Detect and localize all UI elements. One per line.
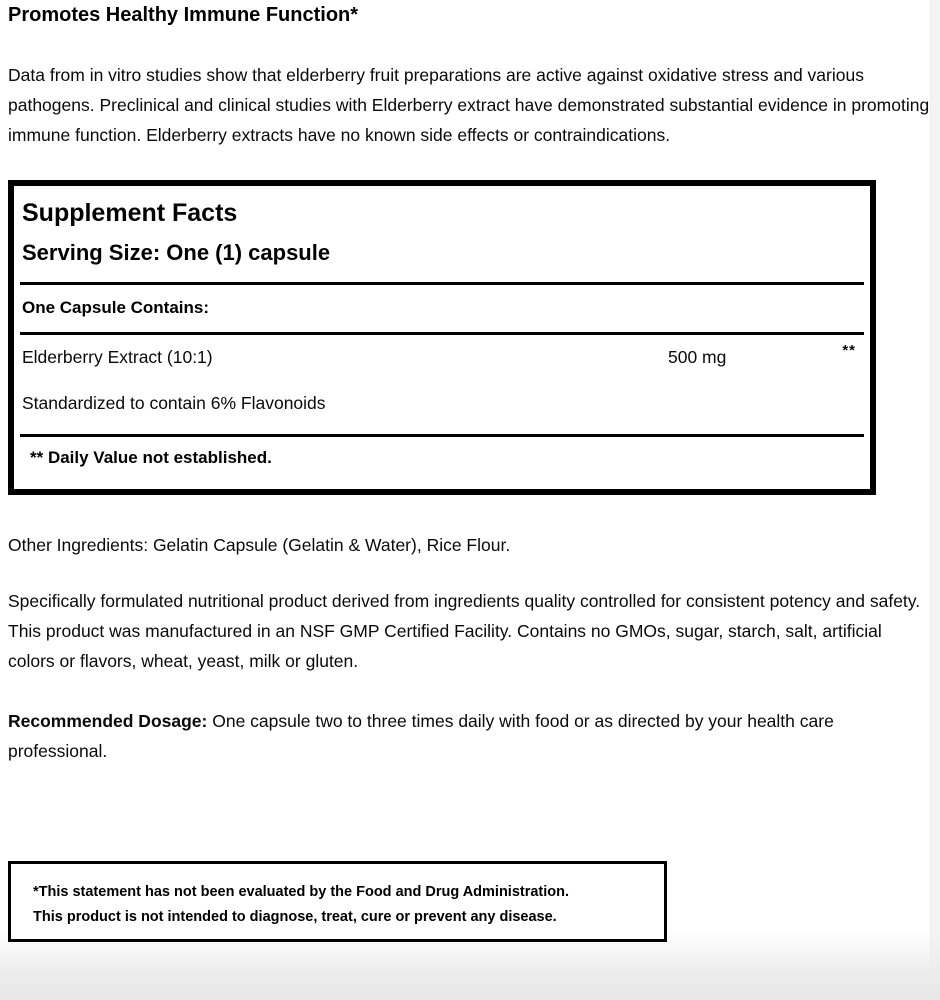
dosage-label: Recommended Dosage: — [8, 711, 208, 731]
ingredient-amount: 500 mg — [668, 347, 727, 367]
disclaimer-line-2: This product is not intended to diagnose, treat, cure or prevent any disease. — [33, 909, 557, 925]
supplement-facts-panel — [8, 180, 876, 495]
fda-disclaimer-box — [8, 861, 667, 942]
divider — [20, 434, 864, 437]
divider — [20, 282, 864, 285]
dosage-paragraph — [8, 706, 930, 766]
dosage-text: One capsule two to three times daily with food or as directed by your health care professional. — [8, 711, 834, 761]
serving-size: Serving Size: One (1) capsule — [22, 240, 331, 265]
ingredient-daily-value: ** — [842, 342, 856, 359]
page-title: Promotes Healthy Immune Function* — [8, 4, 359, 26]
contains-label: One Capsule Contains: — [22, 298, 210, 317]
divider — [20, 332, 864, 335]
other-ingredients: Other Ingredients: Gelatin Capsule (Gelatin & Water), Rice Flour. — [8, 535, 511, 555]
supplement-facts-title: Supplement Facts — [22, 199, 238, 227]
ingredient-standardization-note: Standardized to contain 6% Flavonoids — [22, 393, 326, 413]
disclaimer-line-1: *This statement has not been evaluated by the Food and Drug Administration. — [33, 884, 570, 900]
quality-statement: Specifically formulated nutritional product derived from ingredients quality controlled for consistent potency and safety. This product was manufactured in an NSF GMP Certified Facility. Contains no GMOs, sugar, starch, salt, artificial colors or flavors, wheat, yeast, milk or gluten. — [8, 591, 921, 671]
intro-paragraph: Data from in vitro studies show that elderberry fruit preparations are active against oxidative stress and various pathogens. Preclinical and clinical studies with Elderberry extract have demonstrated substantial evidence in promoting immune function. Elderberry extracts have no known side effects or contraindications. — [8, 65, 930, 145]
daily-value-footnote: ** Daily Value not established. — [30, 448, 272, 467]
ingredient-name: Elderberry Extract (10:1) — [22, 347, 213, 367]
